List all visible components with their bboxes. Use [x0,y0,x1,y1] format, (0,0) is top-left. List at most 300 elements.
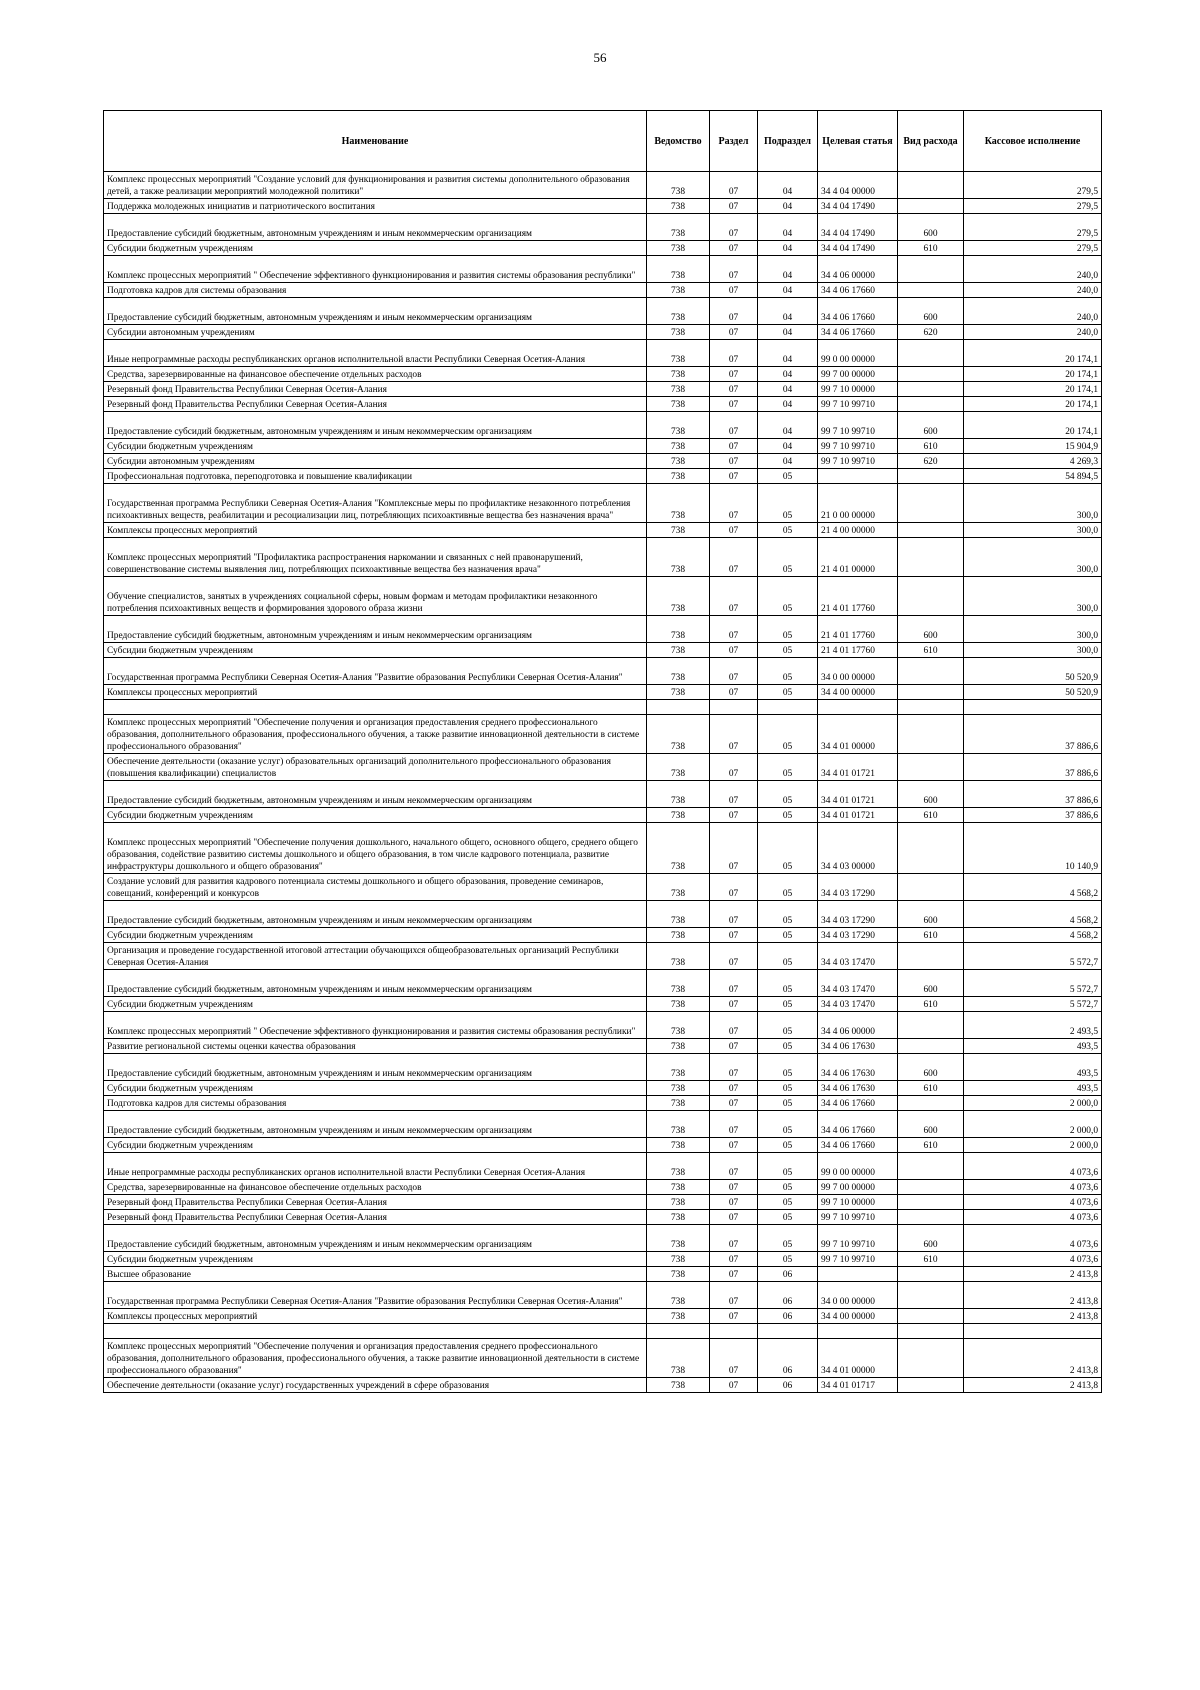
row-target: 99 7 10 99710 [818,397,898,412]
row-expense-type [898,523,964,538]
table-row [104,685,1102,700]
row-expense-type: 600 [898,970,964,997]
row-expense-type [898,340,964,367]
row-amount: 279,5 [964,199,1102,214]
table-row [104,997,1102,1012]
row-dept: 738 [647,1054,710,1081]
row-amount: 4 568,2 [964,874,1102,901]
row-target: 34 4 03 17470 [818,943,898,970]
row-name: Резервный фонд Правительства Республики Северная Осетия-Алания [104,1210,647,1225]
table-row [104,970,1102,997]
row-dept: 738 [647,1339,710,1378]
row-target: 34 4 03 17290 [818,874,898,901]
table-row [104,484,1102,523]
row-section: 07 [710,1225,758,1252]
row-dept: 738 [647,1111,710,1138]
row-dept: 738 [647,685,710,700]
row-subsection: 05 [758,1012,818,1039]
spacer-cell [647,1324,710,1339]
row-expense-type: 620 [898,454,964,469]
row-expense-type [898,1378,964,1393]
row-name: Субсидии автономным учреждениям [104,454,647,469]
row-expense-type: 610 [898,241,964,256]
row-target: 34 4 04 17490 [818,241,898,256]
row-subsection: 05 [758,874,818,901]
row-name: Комплекс процессных мероприятий "Создание условий для функционирования и развития системы дополнительного образования детей, а также реализации мероприятий молодежной политики" [104,172,647,199]
row-expense-type [898,823,964,874]
row-section: 07 [710,1096,758,1111]
header-dept: Ведомство [647,111,710,172]
table-row [104,715,1102,754]
row-name: Организация и проведение государственной итоговой аттестации обучающихся общеобразовательных организаций Республики Северная Осетия-Алания [104,943,647,970]
row-section: 07 [710,928,758,943]
row-amount: 50 520,9 [964,658,1102,685]
row-name: Комплекс процессных мероприятий " Обеспечение эффективного функционирования и развития системы образования республики" [104,1012,647,1039]
row-expense-type [898,1039,964,1054]
row-subsection: 06 [758,1378,818,1393]
row-target: 99 7 10 99710 [818,1252,898,1267]
row-dept: 738 [647,928,710,943]
row-target: 99 7 10 00000 [818,382,898,397]
row-name: Комплексы процессных мероприятий [104,1309,647,1324]
table-spacer-row [104,1324,1102,1339]
row-dept: 738 [647,469,710,484]
spacer-cell [898,1324,964,1339]
spacer-cell [818,1324,898,1339]
row-amount: 4 073,6 [964,1153,1102,1180]
row-amount: 15 904,9 [964,439,1102,454]
row-target: 34 4 04 17490 [818,214,898,241]
row-amount: 37 886,6 [964,715,1102,754]
row-subsection: 05 [758,1195,818,1210]
row-section: 07 [710,1378,758,1393]
row-section: 07 [710,1012,758,1039]
row-expense-type [898,469,964,484]
row-target [818,1267,898,1282]
row-dept: 738 [647,1252,710,1267]
row-section: 07 [710,685,758,700]
row-expense-type [898,874,964,901]
row-dept: 738 [647,1138,710,1153]
row-name: Иные непрограммные расходы республиканских органов исполнительной власти Республики Северная Осетия-Алания [104,340,647,367]
row-section: 07 [710,199,758,214]
row-amount: 37 886,6 [964,808,1102,823]
row-name: Комплекс процессных мероприятий "Профилактика распространения наркомании и связанных с ней правонарушений, совершенствование системы выявления лиц, потребляющих психоактивные вещества без назначения врача" [104,538,647,577]
table-row [104,382,1102,397]
row-subsection: 04 [758,397,818,412]
row-name: Резервный фонд Правительства Республики Северная Осетия-Алания [104,1195,647,1210]
table-row [104,1309,1102,1324]
row-target: 99 7 10 00000 [818,1195,898,1210]
row-section: 07 [710,325,758,340]
row-expense-type: 610 [898,928,964,943]
row-target: 34 4 04 00000 [818,172,898,199]
row-subsection: 06 [758,1339,818,1378]
row-dept: 738 [647,1267,710,1282]
row-expense-type [898,1096,964,1111]
table-row [104,1225,1102,1252]
row-amount: 300,0 [964,616,1102,643]
table-row [104,199,1102,214]
row-dept: 738 [647,1081,710,1096]
row-target: 34 4 06 17630 [818,1054,898,1081]
row-expense-type [898,1153,964,1180]
row-amount: 20 174,1 [964,382,1102,397]
row-amount: 54 894,5 [964,469,1102,484]
row-subsection: 05 [758,1252,818,1267]
row-name: Предоставление субсидий бюджетным, автономным учреждениям и иным некоммерческим организациям [104,214,647,241]
row-name: Комплексы процессных мероприятий [104,523,647,538]
row-amount: 5 572,7 [964,997,1102,1012]
row-expense-type: 600 [898,214,964,241]
row-name: Субсидии бюджетным учреждениям [104,808,647,823]
table-row [104,1267,1102,1282]
row-amount: 240,0 [964,283,1102,298]
budget-execution-table [103,110,1102,1393]
row-amount: 240,0 [964,325,1102,340]
row-amount: 493,5 [964,1039,1102,1054]
row-amount: 4 568,2 [964,928,1102,943]
table-row [104,901,1102,928]
row-amount: 279,5 [964,241,1102,256]
row-subsection: 04 [758,382,818,397]
row-dept: 738 [647,1210,710,1225]
row-dept: 738 [647,523,710,538]
row-dept: 738 [647,283,710,298]
row-dept: 738 [647,298,710,325]
table-row [104,241,1102,256]
row-subsection: 05 [758,901,818,928]
row-dept: 738 [647,1180,710,1195]
row-target: 21 4 01 00000 [818,538,898,577]
row-dept: 738 [647,808,710,823]
row-section: 07 [710,256,758,283]
row-target: 34 4 01 01721 [818,808,898,823]
table-row [104,298,1102,325]
row-name: Комплексы процессных мероприятий [104,685,647,700]
row-amount: 240,0 [964,256,1102,283]
row-expense-type [898,256,964,283]
row-section: 07 [710,781,758,808]
row-target: 34 4 03 17470 [818,997,898,1012]
row-section: 07 [710,1252,758,1267]
row-section: 07 [710,1339,758,1378]
row-section: 07 [710,538,758,577]
row-target: 21 0 00 00000 [818,484,898,523]
row-target: 34 4 00 00000 [818,1309,898,1324]
row-subsection: 05 [758,1054,818,1081]
row-subsection: 04 [758,172,818,199]
row-section: 07 [710,997,758,1012]
row-target: 34 4 00 00000 [818,685,898,700]
row-amount: 4 073,6 [964,1225,1102,1252]
row-target [818,469,898,484]
row-subsection: 04 [758,412,818,439]
row-expense-type [898,1339,964,1378]
row-section: 07 [710,367,758,382]
row-expense-type [898,1282,964,1309]
row-expense-type [898,1210,964,1225]
spacer-cell [898,700,964,715]
row-name: Субсидии бюджетным учреждениям [104,1252,647,1267]
row-name: Предоставление субсидий бюджетным, автономным учреждениям и иным некоммерческим организациям [104,1054,647,1081]
row-amount: 5 572,7 [964,970,1102,997]
row-amount: 2 413,8 [964,1339,1102,1378]
row-dept: 738 [647,172,710,199]
row-subsection: 04 [758,256,818,283]
row-target: 34 4 06 17660 [818,298,898,325]
row-subsection: 05 [758,1210,818,1225]
row-amount: 2 000,0 [964,1096,1102,1111]
table-row [104,454,1102,469]
row-amount: 4 568,2 [964,901,1102,928]
row-dept: 738 [647,577,710,616]
row-target: 34 4 06 00000 [818,256,898,283]
row-amount: 493,5 [964,1054,1102,1081]
row-amount: 240,0 [964,298,1102,325]
row-section: 07 [710,1054,758,1081]
row-expense-type [898,367,964,382]
table-row [104,340,1102,367]
row-expense-type [898,199,964,214]
row-section: 07 [710,412,758,439]
row-section: 07 [710,172,758,199]
table-row [104,1054,1102,1081]
row-section: 07 [710,1267,758,1282]
row-subsection: 05 [758,523,818,538]
row-amount: 50 520,9 [964,685,1102,700]
row-expense-type: 600 [898,901,964,928]
row-subsection: 05 [758,781,818,808]
row-section: 07 [710,1153,758,1180]
row-amount: 2 413,8 [964,1267,1102,1282]
row-name: Предоставление субсидий бюджетным, автономным учреждениям и иным некоммерческим организациям [104,970,647,997]
row-section: 07 [710,214,758,241]
table-row [104,439,1102,454]
row-section: 07 [710,241,758,256]
row-expense-type [898,1012,964,1039]
header-amount: Кассовое исполнение [964,111,1102,172]
row-expense-type [898,1267,964,1282]
row-expense-type: 600 [898,1111,964,1138]
row-section: 07 [710,1210,758,1225]
row-section: 07 [710,382,758,397]
row-name: Субсидии бюджетным учреждениям [104,1081,647,1096]
row-subsection: 06 [758,1282,818,1309]
row-subsection: 05 [758,484,818,523]
row-amount: 2 413,8 [964,1378,1102,1393]
row-name: Субсидии бюджетным учреждениям [104,439,647,454]
row-dept: 738 [647,1096,710,1111]
row-expense-type: 610 [898,1252,964,1267]
row-subsection: 05 [758,538,818,577]
row-expense-type: 610 [898,439,964,454]
row-subsection: 05 [758,1138,818,1153]
row-target: 34 0 00 00000 [818,1282,898,1309]
row-amount: 37 886,6 [964,754,1102,781]
row-dept: 738 [647,754,710,781]
row-target: 99 7 10 99710 [818,454,898,469]
row-amount: 4 073,6 [964,1252,1102,1267]
header-subsection: Подраздел [758,111,818,172]
row-target: 99 7 10 99710 [818,1225,898,1252]
row-section: 07 [710,616,758,643]
table-row [104,874,1102,901]
row-section: 07 [710,454,758,469]
row-subsection: 05 [758,469,818,484]
row-subsection: 05 [758,1225,818,1252]
row-name: Подготовка кадров для системы образования [104,1096,647,1111]
spacer-cell [758,1324,818,1339]
table-row [104,469,1102,484]
row-target: 34 4 06 17660 [818,325,898,340]
row-dept: 738 [647,1309,710,1324]
row-amount: 37 886,6 [964,781,1102,808]
table-row [104,943,1102,970]
table-row [104,1138,1102,1153]
row-dept: 738 [647,412,710,439]
row-name: Средства, зарезервированные на финансовое обеспечение отдельных расходов [104,1180,647,1195]
row-target: 34 4 04 17490 [818,199,898,214]
page-number: 56 [593,50,607,65]
row-target: 34 0 00 00000 [818,658,898,685]
spacer-cell [964,1324,1102,1339]
row-target: 99 7 00 00000 [818,367,898,382]
row-subsection: 05 [758,997,818,1012]
row-target: 34 4 01 00000 [818,1339,898,1378]
row-target: 34 4 03 00000 [818,823,898,874]
row-amount: 300,0 [964,523,1102,538]
row-subsection: 05 [758,1039,818,1054]
row-section: 07 [710,754,758,781]
row-expense-type: 610 [898,1138,964,1153]
row-dept: 738 [647,325,710,340]
row-section: 07 [710,1039,758,1054]
spacer-cell [104,1324,647,1339]
row-subsection: 05 [758,577,818,616]
table-row [104,1081,1102,1096]
row-amount: 20 174,1 [964,397,1102,412]
table-header-row [104,111,1102,172]
row-section: 07 [710,298,758,325]
row-dept: 738 [647,658,710,685]
row-dept: 738 [647,1012,710,1039]
row-target: 34 4 01 01717 [818,1378,898,1393]
table-row [104,412,1102,439]
row-target: 21 4 01 17760 [818,643,898,658]
row-subsection: 04 [758,367,818,382]
row-name: Комплекс процессных мероприятий " Обеспечение эффективного функционирования и развития системы образования республики" [104,256,647,283]
row-subsection: 05 [758,970,818,997]
row-subsection: 05 [758,928,818,943]
row-section: 07 [710,970,758,997]
row-expense-type [898,484,964,523]
row-expense-type [898,397,964,412]
row-subsection: 05 [758,1153,818,1180]
row-amount: 300,0 [964,577,1102,616]
row-subsection: 04 [758,241,818,256]
table-row [104,1282,1102,1309]
row-expense-type: 600 [898,298,964,325]
row-name: Обеспечение деятельности (оказание услуг) государственных учреждений в сфере образования [104,1378,647,1393]
row-section: 07 [710,340,758,367]
row-dept: 738 [647,214,710,241]
row-expense-type: 600 [898,1054,964,1081]
row-section: 07 [710,1180,758,1195]
row-dept: 738 [647,997,710,1012]
row-section: 07 [710,643,758,658]
row-section: 07 [710,577,758,616]
row-expense-type: 610 [898,808,964,823]
row-amount: 493,5 [964,1081,1102,1096]
row-expense-type: 610 [898,1081,964,1096]
row-section: 07 [710,943,758,970]
table-row [104,1252,1102,1267]
row-dept: 738 [647,1225,710,1252]
row-section: 07 [710,484,758,523]
row-dept: 738 [647,1282,710,1309]
row-expense-type [898,715,964,754]
table-row [104,214,1102,241]
table-row [104,538,1102,577]
row-amount: 2 000,0 [964,1111,1102,1138]
row-section: 07 [710,283,758,298]
row-section: 07 [710,1282,758,1309]
row-amount: 2 413,8 [964,1282,1102,1309]
row-section: 07 [710,523,758,538]
row-name: Резервный фонд Правительства Республики Северная Осетия-Алания [104,382,647,397]
table-row [104,172,1102,199]
row-name: Субсидии бюджетным учреждениям [104,928,647,943]
row-dept: 738 [647,199,710,214]
row-name: Развитие региональной системы оценки качества образования [104,1039,647,1054]
row-section: 07 [710,469,758,484]
table-row [104,1096,1102,1111]
table-row [104,256,1102,283]
row-target: 34 4 06 17660 [818,283,898,298]
row-expense-type: 610 [898,643,964,658]
spacer-cell [758,700,818,715]
table-row [104,754,1102,781]
row-dept: 738 [647,397,710,412]
row-section: 07 [710,1111,758,1138]
row-target: 34 4 03 17290 [818,928,898,943]
row-dept: 738 [647,454,710,469]
row-expense-type: 600 [898,616,964,643]
row-section: 07 [710,439,758,454]
row-target: 99 7 10 99710 [818,439,898,454]
row-subsection: 04 [758,214,818,241]
row-subsection: 05 [758,715,818,754]
table-spacer-row [104,700,1102,715]
row-amount: 5 572,7 [964,943,1102,970]
row-dept: 738 [647,823,710,874]
row-subsection: 06 [758,1309,818,1324]
row-expense-type: 600 [898,781,964,808]
row-expense-type [898,943,964,970]
row-amount: 4 269,3 [964,454,1102,469]
row-name: Государственная программа Республики Северная Осетия-Алания "Развитие образования Республики Северная Осетия-Алания" [104,1282,647,1309]
row-target: 99 7 10 99710 [818,412,898,439]
row-target: 21 4 01 17760 [818,616,898,643]
row-section: 07 [710,823,758,874]
row-dept: 738 [647,781,710,808]
table-row [104,1339,1102,1378]
row-section: 07 [710,1081,758,1096]
row-expense-type [898,577,964,616]
row-name: Предоставление субсидий бюджетным, автономным учреждениям и иным некоммерческим организациям [104,616,647,643]
row-dept: 738 [647,643,710,658]
